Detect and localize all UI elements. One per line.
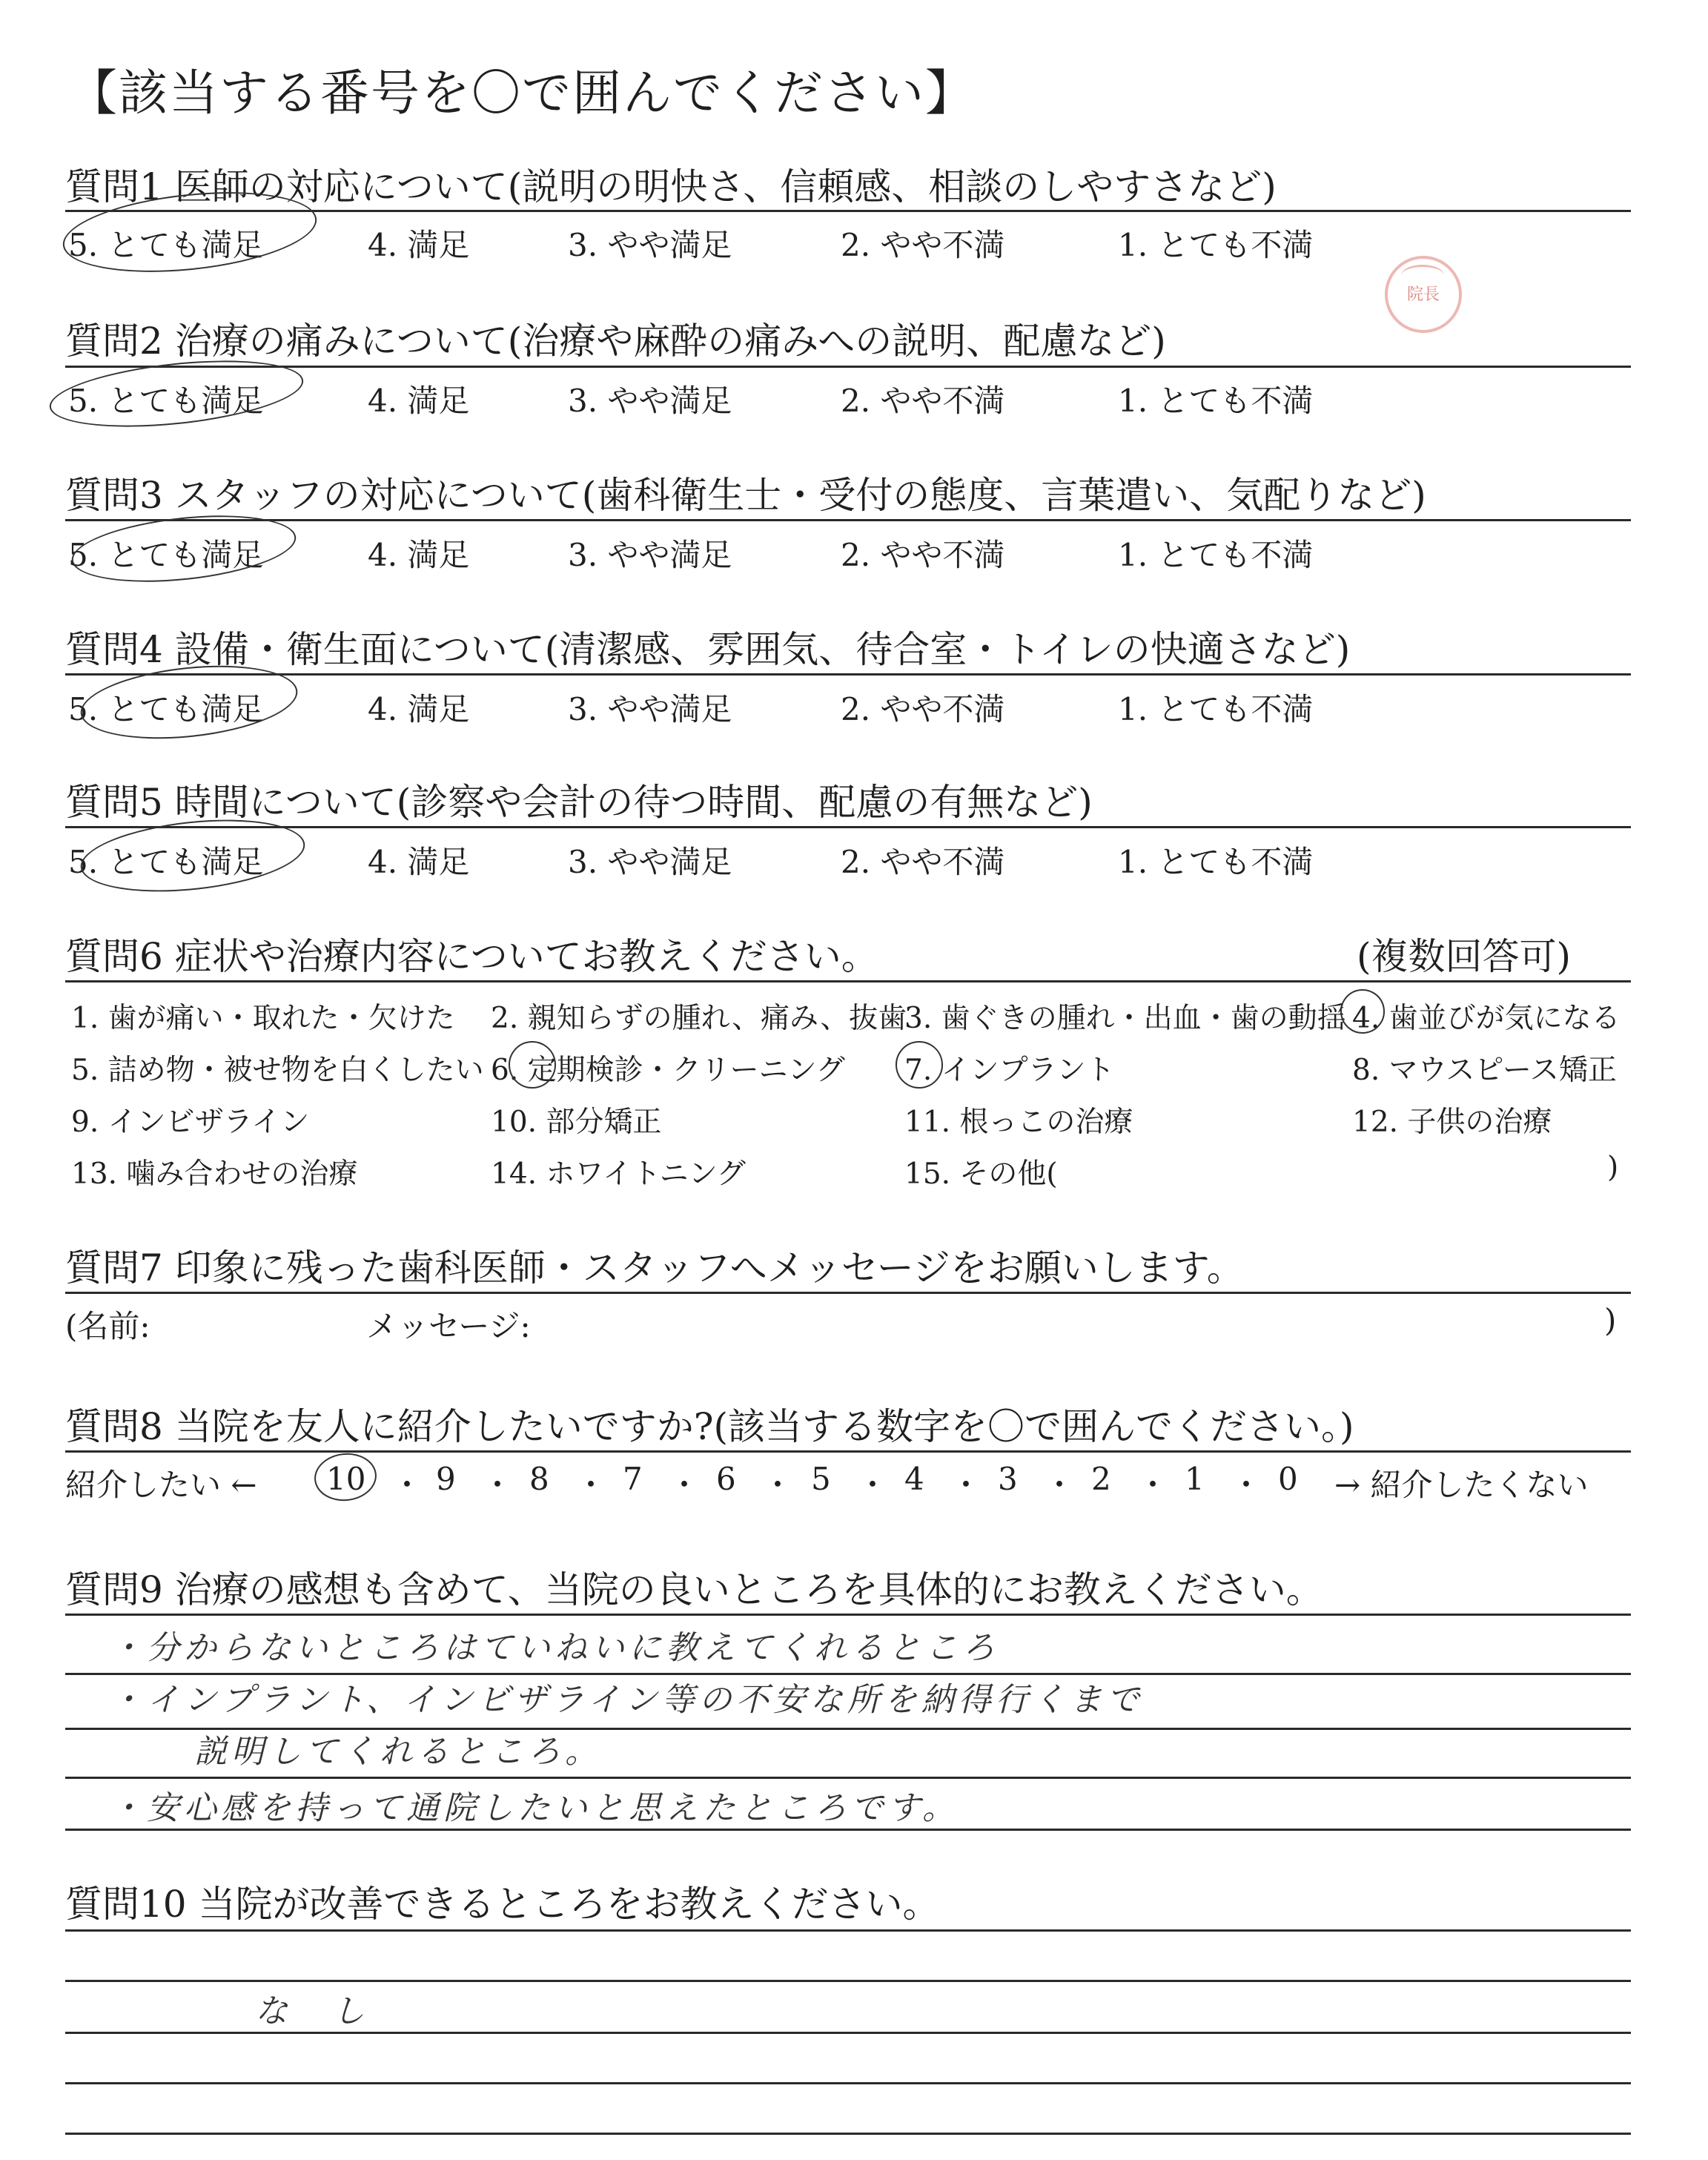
- option-5[interactable]: 5. とても満足: [68, 844, 264, 880]
- score-1[interactable]: 1: [1185, 1461, 1205, 1497]
- q10-line-1: [65, 1929, 1631, 1932]
- option-5[interactable]: 5. とても満足: [68, 227, 264, 263]
- option-3[interactable]: 3. やや満足: [568, 383, 732, 419]
- handwritten-answer-line: ・インプラント、インビザライン等の不安な所を納得行くまで: [110, 1681, 1144, 1719]
- symptom-option[interactable]: 7. インプラント: [904, 1054, 1115, 1087]
- score-separator: ・: [762, 1467, 794, 1503]
- question-6-text: 質問6 症状や治療内容についてお教えください。: [65, 935, 878, 978]
- score-separator: ・: [482, 1467, 514, 1503]
- score-separator: ・: [857, 1467, 889, 1503]
- symptom-option[interactable]: 14. ホワイトニング: [491, 1157, 746, 1191]
- option-4[interactable]: 4. 満足: [368, 844, 470, 880]
- symptom-option[interactable]: 13. 噛み合わせの治療: [71, 1157, 358, 1191]
- option-1[interactable]: 1. とても不満: [1118, 227, 1314, 263]
- score-7[interactable]: 7: [623, 1461, 643, 1497]
- option-4[interactable]: 4. 満足: [368, 537, 470, 573]
- question-9-text: 質問9 治療の感想も含めて、当院の良いところを具体的にお教えください。: [65, 1568, 1323, 1611]
- option-3[interactable]: 3. やや満足: [568, 227, 732, 263]
- stamp-text: 院長: [1406, 285, 1440, 304]
- option-5[interactable]: 5. とても満足: [68, 383, 264, 419]
- option-3[interactable]: 3. やや満足: [568, 691, 732, 727]
- question-5-rule: [65, 826, 1631, 828]
- handwritten-answer-line: 説明してくれるところ。: [194, 1733, 602, 1771]
- symptom-option[interactable]: 1. 歯が痛い・取れた・欠けた: [71, 1002, 455, 1035]
- message-label: メッセージ:: [366, 1308, 531, 1344]
- question-10-text: 質問10 当院が改善できるところをお教えください。: [65, 1883, 940, 1926]
- recommend-left-label: 紹介したい ←: [65, 1467, 257, 1503]
- score-8[interactable]: 8: [529, 1461, 549, 1497]
- score-10[interactable]: 10: [326, 1461, 366, 1497]
- question-8-text: 質問8 当院を友人に紹介したいですか?(該当する数字を〇で囲んでください。): [65, 1405, 1354, 1448]
- handwritten-answer-line: ・安心感を持って通院したいと思えたところです。: [110, 1789, 960, 1827]
- score-9[interactable]: 9: [436, 1461, 456, 1497]
- name-label: (名前:: [65, 1308, 150, 1344]
- q10-line-2: [65, 1980, 1631, 1982]
- question-4-text: 質問4 設備・衛生面について(清潔感、雰囲気、待合室・トイレの快適さなど): [65, 628, 1351, 671]
- score-separator: ・: [575, 1467, 607, 1503]
- selected-circle-q8: [312, 1450, 379, 1504]
- option-2[interactable]: 2. やや不満: [841, 844, 1005, 880]
- option-4[interactable]: 4. 満足: [368, 383, 470, 419]
- question-2-text: 質問2 治療の痛みについて(治療や麻酔の痛みへの説明、配慮など): [65, 320, 1166, 363]
- symptom-option[interactable]: 6. 定期検診・クリーニング: [491, 1054, 845, 1087]
- option-3[interactable]: 3. やや満足: [568, 537, 732, 573]
- option-2[interactable]: 2. やや不満: [841, 537, 1005, 573]
- option-2[interactable]: 2. やや不満: [841, 383, 1005, 419]
- score-separator: ・: [1137, 1467, 1169, 1503]
- question-3-rule: [65, 519, 1631, 521]
- option-5[interactable]: 5. とても満足: [68, 691, 264, 727]
- option-3[interactable]: 3. やや満足: [568, 844, 732, 880]
- score-3[interactable]: 3: [998, 1461, 1018, 1497]
- score-5[interactable]: 5: [811, 1461, 831, 1497]
- other-close-paren: ): [1607, 1151, 1619, 1184]
- option-5[interactable]: 5. とても満足: [68, 537, 264, 573]
- question-1-text: 質問1 医師の対応について(説明の明快さ、信頼感、相談のしやすさなど): [65, 165, 1277, 208]
- question-4-rule: [65, 673, 1631, 676]
- score-separator: ・: [1231, 1467, 1262, 1503]
- score-separator: ・: [669, 1467, 701, 1503]
- symptom-option[interactable]: 3. 歯ぐきの腫れ・出血・歯の動揺: [904, 1002, 1346, 1035]
- q9-line-1: [65, 1614, 1631, 1616]
- score-2[interactable]: 2: [1091, 1461, 1111, 1497]
- symptom-option[interactable]: 2. 親知らずの腫れ、痛み、抜歯: [491, 1002, 907, 1035]
- q10-line-4: [65, 2082, 1631, 2084]
- symptom-option[interactable]: 11. 根っこの治療: [904, 1106, 1133, 1139]
- score-4[interactable]: 4: [904, 1461, 924, 1497]
- symptom-option[interactable]: 5. 詰め物・被せ物を白くしたい: [71, 1054, 484, 1087]
- handwritten-answer: なし: [255, 1992, 409, 2030]
- symptom-option[interactable]: 8. マウスピース矯正: [1352, 1054, 1617, 1087]
- question-7-rule: [65, 1292, 1631, 1294]
- option-2[interactable]: 2. やや不満: [841, 691, 1005, 727]
- option-1[interactable]: 1. とても不満: [1118, 537, 1314, 573]
- option-4[interactable]: 4. 満足: [368, 227, 470, 263]
- recommend-right-label: → 紹介したくない: [1334, 1467, 1589, 1503]
- option-1[interactable]: 1. とても不満: [1118, 691, 1314, 727]
- q10-line-3: [65, 2032, 1631, 2034]
- option-1[interactable]: 1. とても不満: [1118, 844, 1314, 880]
- seal-stamp: [1385, 256, 1462, 333]
- q9-line-4: [65, 1777, 1631, 1779]
- message-close-paren: ): [1604, 1302, 1617, 1338]
- symptom-option[interactable]: 12. 子供の治療: [1352, 1106, 1552, 1139]
- q10-line-5: [65, 2133, 1631, 2135]
- option-1[interactable]: 1. とても不満: [1118, 383, 1314, 419]
- score-separator: ・: [1044, 1467, 1076, 1503]
- score-separator: ・: [391, 1467, 423, 1503]
- symptom-option[interactable]: 9. インビザライン: [71, 1106, 310, 1139]
- handwritten-answer-line: ・分からないところはていねいに教えてくれるところ: [110, 1629, 999, 1667]
- question-8-rule: [65, 1450, 1631, 1453]
- question-7-text: 質問7 印象に残った歯科医師・スタッフへメッセージをお願いします。: [65, 1246, 1244, 1289]
- option-2[interactable]: 2. やや不満: [841, 227, 1005, 263]
- option-4[interactable]: 4. 満足: [368, 691, 470, 727]
- score-0[interactable]: 0: [1278, 1461, 1298, 1497]
- score-separator: ・: [950, 1467, 982, 1503]
- question-6-rule: [65, 980, 1631, 982]
- symptom-option[interactable]: 4. 歯並びが気になる: [1352, 1002, 1621, 1035]
- question-6-note: (複数回答可): [1357, 935, 1572, 978]
- symptom-option[interactable]: 10. 部分矯正: [491, 1106, 662, 1139]
- score-6[interactable]: 6: [716, 1461, 736, 1497]
- symptom-option[interactable]: 15. その他(: [904, 1157, 1058, 1191]
- question-2-rule: [65, 366, 1631, 368]
- question-5-text: 質問5 時間について(診察や会計の待つ時間、配慮の有無など): [65, 781, 1093, 824]
- question-3-text: 質問3 スタッフの対応について(歯科衛生士・受付の態度、言葉遣い、気配りなど): [65, 474, 1426, 517]
- page-title: 【該当する番号を〇で囲んでください】: [68, 65, 976, 122]
- q9-line-5: [65, 1829, 1631, 1831]
